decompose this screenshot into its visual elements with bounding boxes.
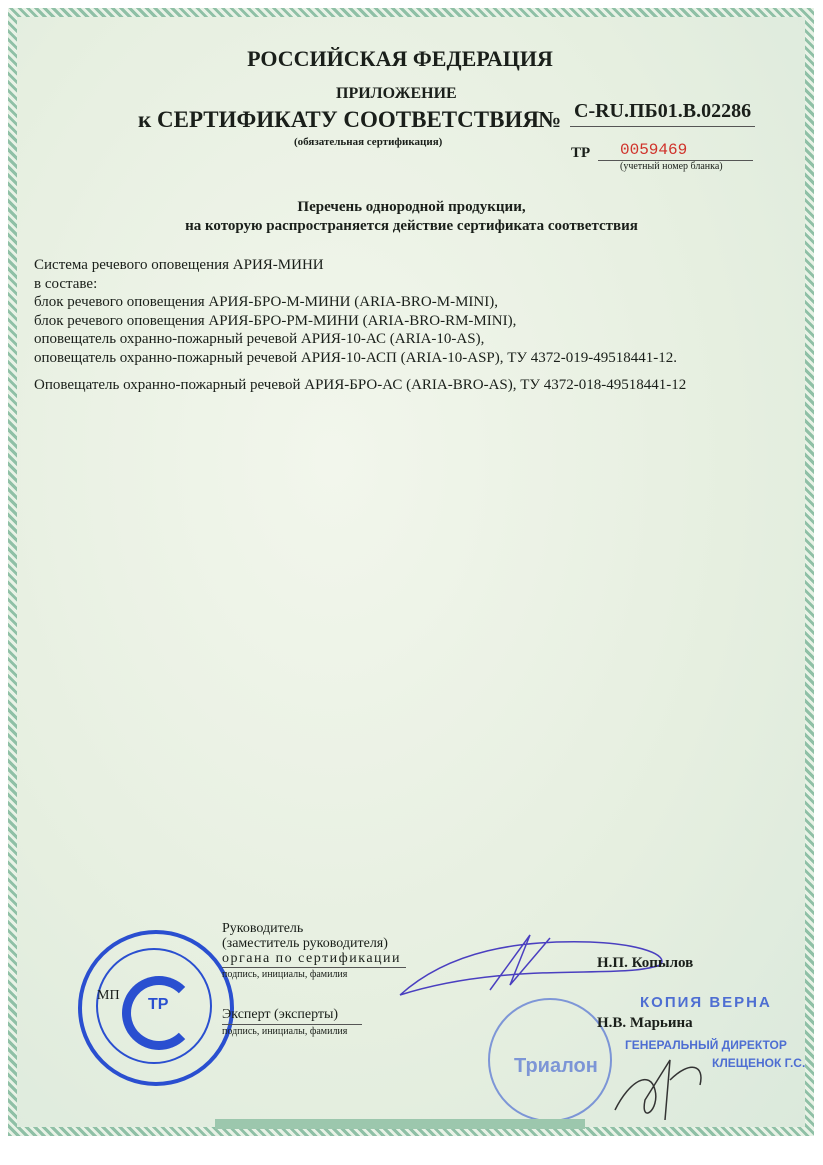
- product-list: [34, 256, 686, 394]
- country-title: РОССИЙСКАЯ ФЕДЕРАЦИЯ: [247, 46, 553, 71]
- director-signature: [610, 1040, 720, 1130]
- product-line: Система речевого оповещения АРИЯ-МИНИ: [34, 257, 324, 273]
- mp-label: МП: [97, 988, 120, 1003]
- expert-caption: подпись, инициалы, фамилия: [222, 1026, 348, 1037]
- expert-sign-line: [222, 1024, 362, 1025]
- head-title-line: органа по сертификации: [222, 951, 402, 966]
- number-sign: №: [538, 107, 562, 132]
- annex-title: ПРИЛОЖЕНИЕ: [336, 85, 457, 102]
- company-stamp: [488, 998, 612, 1122]
- product-line: блок речевого оповещения АРИЯ-БРО-РМ-МИНИ (ARIA-BRO-RM-MINI),: [34, 312, 517, 329]
- certificate-number: C-RU.ПБ01.В.02286: [574, 100, 752, 122]
- head-caption: подпись, инициалы, фамилия: [222, 969, 348, 980]
- list-heading-line2: на которую распространяется действие сертификата соответствия: [185, 218, 638, 234]
- certification-type: (обязательная сертификация): [294, 136, 443, 148]
- copy-true-stamp: КОПИЯ ВЕРНА: [640, 994, 772, 1011]
- director-stamp: ГЕНЕРАЛЬНЫЙ ДИРЕКТОР: [625, 1038, 787, 1052]
- product-line: оповещатель охранно-пожарный речевой АРИЯ-10-АСП (ARIA-10-ASP), ТУ 4372-019-49518441-12.: [34, 349, 678, 366]
- tr-label: ТР: [571, 145, 591, 161]
- blank-footer: [215, 1119, 585, 1129]
- product-line: блок речевого оповещения АРИЯ-БРО-М-МИНИ (ARIA-BRO-M-MINI),: [34, 294, 498, 311]
- head-name: Н.П. Копылов: [597, 955, 694, 971]
- seal-center-text: ТР: [148, 996, 169, 1013]
- head-title-line: (заместитель руководителя): [222, 936, 388, 951]
- product-line: в составе:: [34, 275, 98, 292]
- company-stamp-text: Триалон: [514, 1055, 598, 1077]
- expert-title: Эксперт (эксперты): [222, 1007, 339, 1022]
- blank-number: 0059469: [620, 141, 688, 159]
- blank-number-caption: (учетный номер бланка): [620, 161, 723, 172]
- director-name-stamp: КЛЕЩЕНОК Г.С.: [712, 1056, 806, 1070]
- expert-name: Н.В. Марьина: [597, 1015, 693, 1031]
- list-heading-line1: Перечень однородной продукции,: [297, 199, 526, 215]
- head-sign-line: [222, 967, 406, 968]
- product-line: Оповещатель охранно-пожарный речевой АРИЯ-БРО-АС (ARIA-BRO-AS), ТУ 4372-018-49518441-12: [34, 376, 687, 393]
- product-line: оповещатель охранно-пожарный речевой АРИЯ-10-АС (ARIA-10-AS),: [34, 331, 485, 348]
- certification-seal: [78, 930, 234, 1086]
- number-underline: [570, 126, 755, 127]
- head-title: [222, 921, 401, 966]
- head-title-line: Руководитель: [222, 921, 304, 936]
- certificate-title: к СЕРТИФИКАТУ СООТВЕТСТВИЯ: [138, 107, 539, 132]
